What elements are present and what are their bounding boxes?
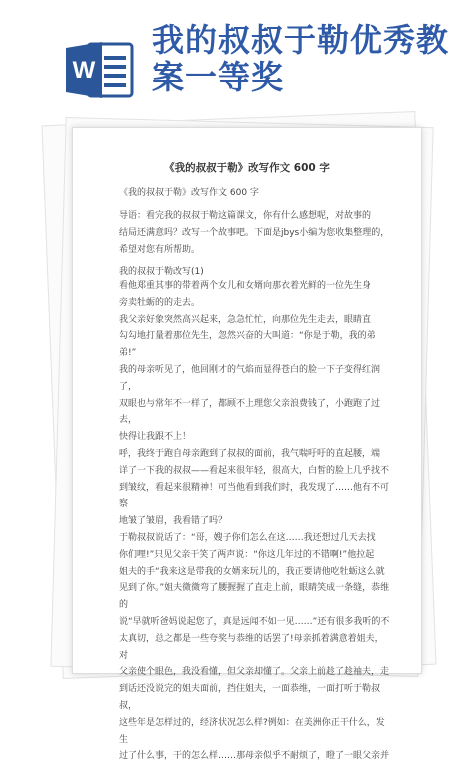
page-title: 我的叔叔于勒优秀教案一等奖	[152, 21, 450, 96]
document-paragraph: 导语：看完我的叔叔于勒这篇课文，你有什么感想呢，对故事的 结局还满意吗？改写一个故事吧。下面是jbys小编为您收集整理的， 希望对您有所帮助。	[119, 211, 390, 255]
word-icon-letter: W	[72, 57, 96, 84]
document-paragraph: 我的叔叔于勒改写(1)	[119, 267, 204, 277]
word-document-icon	[64, 38, 136, 102]
banner	[0, 0, 474, 120]
document-heading: 《我的叔叔于勒》改写作文 600 字	[164, 162, 330, 174]
document-page	[72, 127, 422, 762]
document-paragraph: 《我的叔叔于勒》改写作文 600 字	[119, 188, 259, 198]
document-paragraph: 看他郑重其事的带着两个女儿和女婿向那衣着光鲜的一位先生身 旁卖牡蛎的的走去。 我父亲好象突然高兴起来，急急忙忙，向那位先生走去，眼睛直 勾勾地打量着那位先生，忽然兴奋的大叫道：“你是于勒，我的弟弟!” 我的母亲听见了，他回刚才的气焰而显得苍白的脸一下子变得红润了， 双眼也与常年不一样了，都顾不上理您父亲浪费钱了，小跑跑了过去， 快得让我跟不上！ 呼，我终于跑自母亲跑到了叔叔的面前，我气喘吁吁的直起腰，端 详了一下我的叔叔——看起来很年轻，很高大，白皙的脸上几乎找不 到皱纹，看起来很精神！可当他看到我们时，我发现了……他有不可察 地皱了皱眉，我看错了吗？ 于勒叔叔说话了：“哥，嫂子你们怎么在这……我还想过几天去找 你们哩!”只见父亲干笑了两声说：“你这几年过的不错啊!”他拉起 姐夫的手“我来这是带我的女婿来玩儿的，我正要请他吃牡蛎这么就 见到了你。”姐夫微微弯了腰握握了直走上前，眼睛笑成一条缝，恭维的 说“早就听爸妈说起您了，真是远闻不如一见……”还有很多我听的不 太真切，总之都是一些夸奖与恭维的话罢了!母亲抓着满意着姐夫，对 父亲使个眼色，我没看懂，但父亲却懂了。父亲上前趁了趁袖夫，走 到话还没说完的姐夫面前，挡住姐夫，一面恭维，一面打听于勒叔叔， 这些年是怎样过的，经济状况怎么样?例如：在美洲你正干什么，发生 过了什么事，干的怎么样……那母亲似乎不耐烦了，瞪了一眼父亲并	[119, 281, 390, 762]
